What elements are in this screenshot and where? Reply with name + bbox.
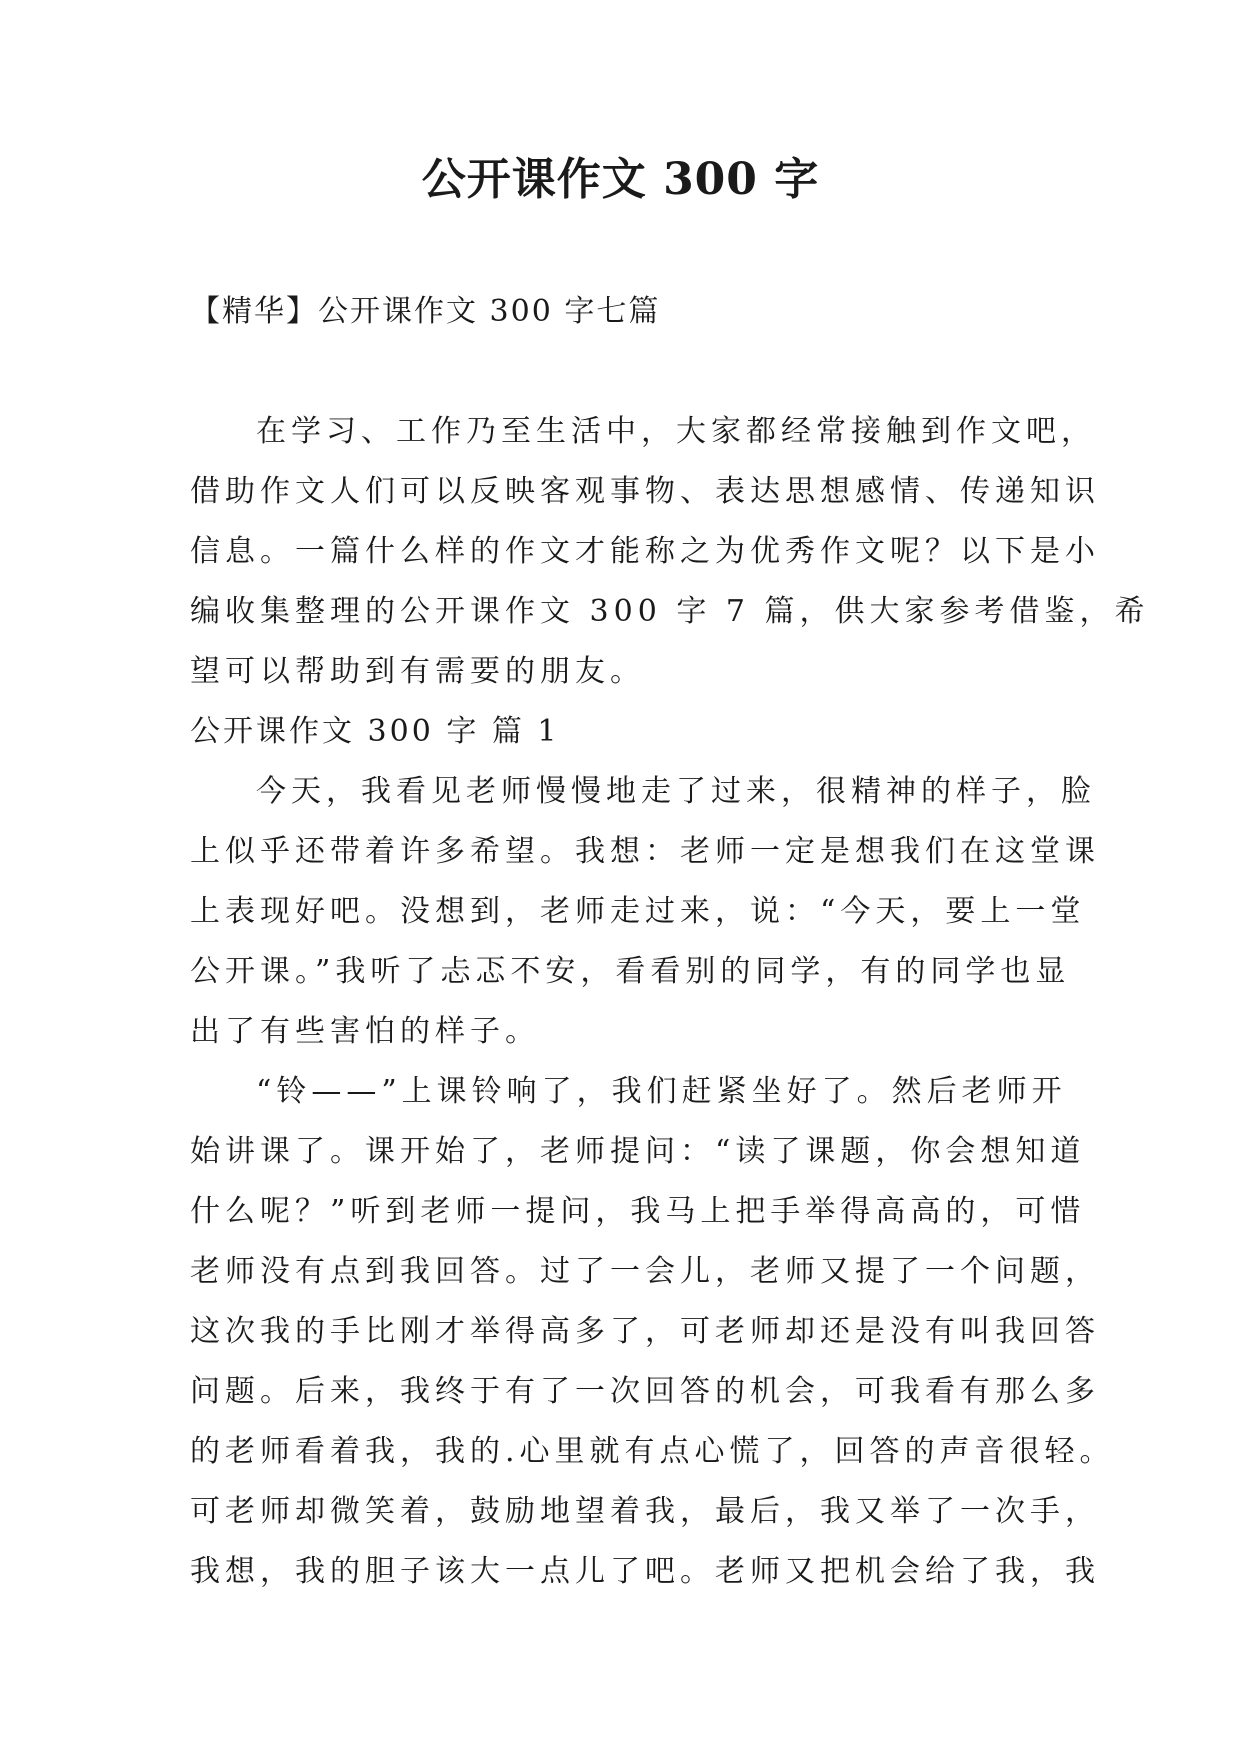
text-line: 上表现好吧。没想到，老师走过来，说：“今天，要上一堂 [190,894,1086,929]
text-line: “铃——”上课铃响了，我们赶紧坐好了。然后老师开 [256,1074,1067,1109]
text-line: 这次我的手比刚才举得高多了，可老师却还是没有叫我回答 [190,1314,1100,1349]
text-line: 出了有些害怕的样子。 [190,1014,540,1049]
text-line: 始讲课了。课开始了，老师提问：“读了课题，你会想知道 [190,1134,1086,1169]
text-line: 问题。后来，我终于有了一次回答的机会，可我看有那么多 [190,1374,1100,1409]
text-line: 今天，我看见老师慢慢地走了过来，很精神的样子，脸 [256,774,1096,809]
text-line: 老师没有点到我回答。过了一会儿，老师又提了一个问题， [190,1254,1100,1289]
text-line: 望可以帮助到有需要的朋友。 [190,654,645,689]
text-line: 信息。一篇什么样的作文才能称之为优秀作文呢？以下是小 [190,534,1100,569]
text-line: 可老师却微笑着，鼓励地望着我，最后，我又举了一次手， [190,1494,1100,1529]
document-subtitle: 【精华】公开课作文 300 字七篇 [190,294,661,329]
text-line: 我想，我的胆子该大一点儿了吧。老师又把机会给了我，我 [190,1554,1100,1589]
text-line: 在学习、工作乃至生活中，大家都经常接触到作文吧， [256,414,1096,449]
text-line: 上似乎还带着许多希望。我想：老师一定是想我们在这堂课 [190,834,1100,869]
text-line: 借助作文人们可以反映客观事物、表达思想感情、传递知识 [190,474,1100,509]
document-title: 公开课作文 300 字 [421,154,820,205]
document-body [190,402,1150,1602]
text-line: 什么呢？”听到老师一提问，我马上把手举得高高的，可惜 [190,1194,1086,1229]
section-heading: 公开课作文 300 字 篇 1 [190,714,560,749]
text-line: 编收集整理的公开课作文 300 字 7 篇，供大家参考借鉴，希 [190,594,1150,629]
text-line: 的老师看着我，我的.心里就有点心慌了，回答的声音很轻。 [190,1434,1115,1469]
text-line: 公开课。”我听了忐忑不安，看看别的同学，有的同学也显 [190,954,1071,989]
